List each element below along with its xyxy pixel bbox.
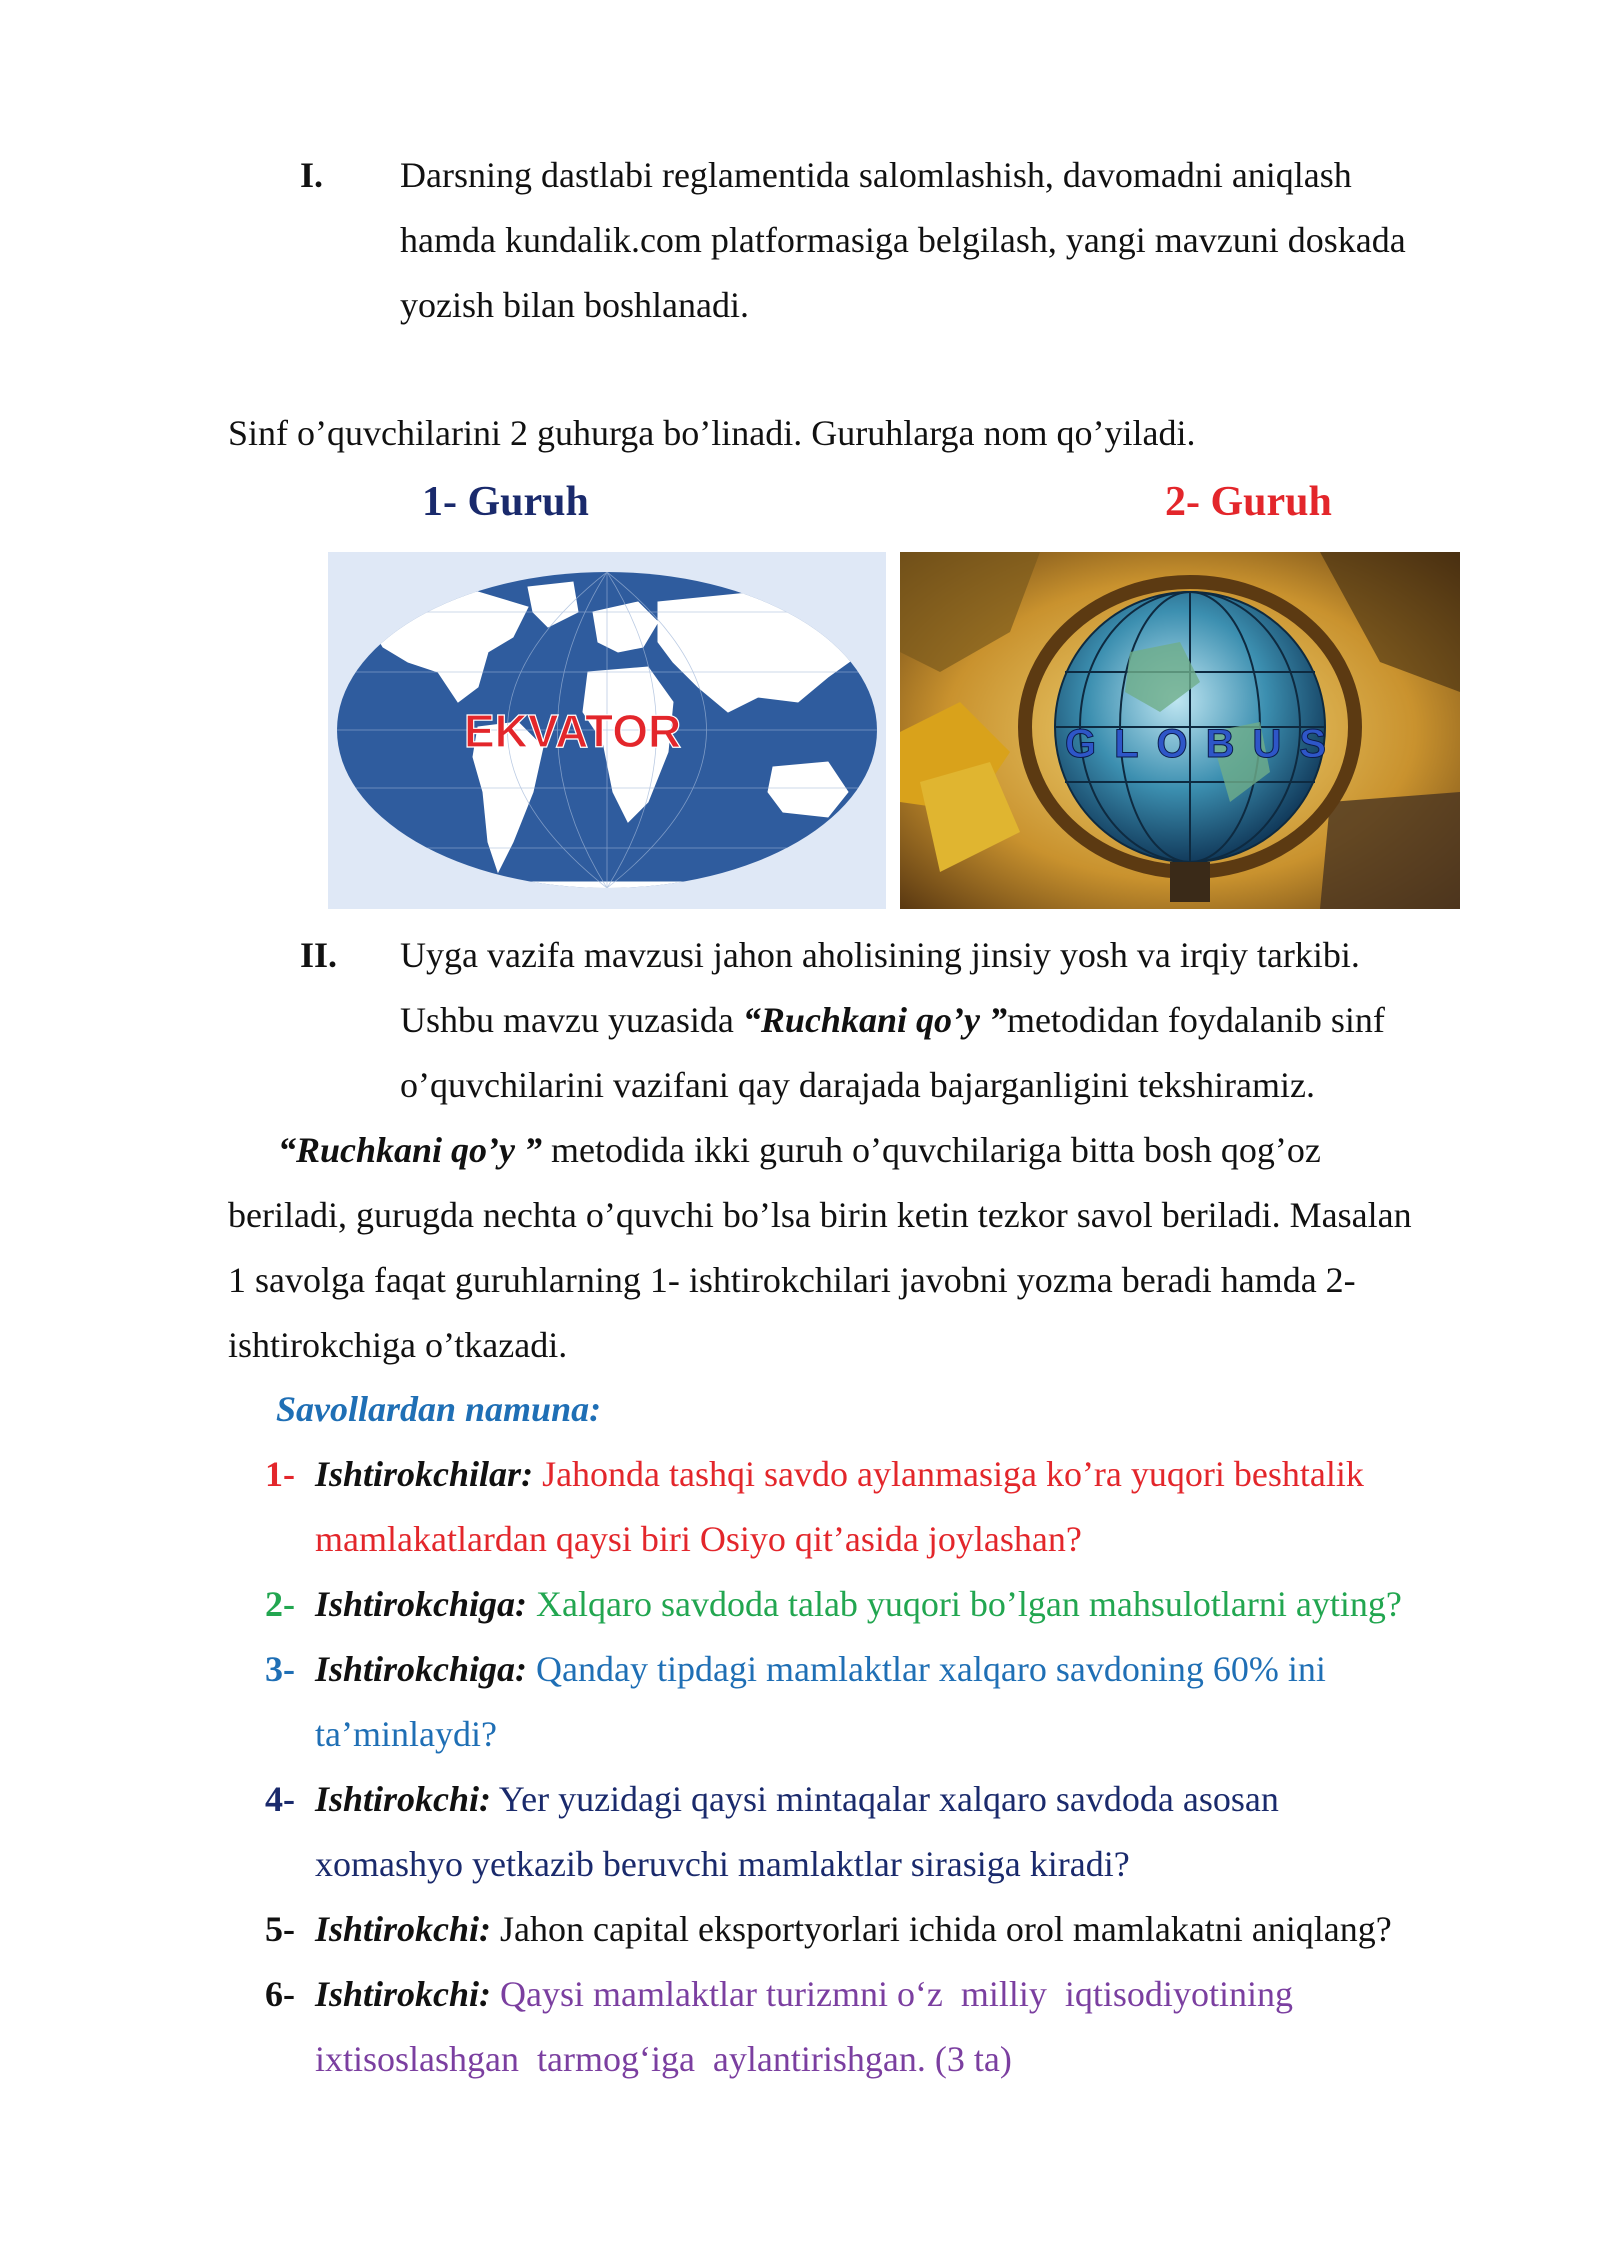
section-2-line-2-post: metodidan foydalanib sinf: [1006, 1000, 1385, 1040]
globe-label-globus: GLOBUS: [1065, 722, 1345, 766]
globe-graphic: [900, 552, 1460, 909]
section-2-text: [400, 923, 1490, 1118]
question-2-line-1: [315, 1572, 1490, 1637]
question-2-text: Xalqaro savdoda talab yuqori bo’lgan mahsulotlarni ayting?: [536, 1584, 1402, 1624]
section-1-line-1: Darsning dastlabi reglamentida salomlashish, davomadni aniqlash: [400, 155, 1352, 195]
question-3-text: Qanday tipdagi mamlaktlar xalqaro savdoning 60% ini: [536, 1649, 1326, 1689]
world-map-graphic: [328, 552, 886, 909]
section-2-line-1: Uyga vazifa mavzusi jahon aholisining jinsiy yosh va irqiy tarkibi.: [400, 935, 1360, 975]
question-6-line-1: [315, 1962, 1490, 2027]
method-line-1: [228, 1118, 1490, 1183]
section-2-method-name: “Ruchkani qo’y ”: [742, 1000, 1007, 1040]
question-3: [265, 1637, 1490, 1767]
intro-paragraph: Sinf o’quvchilarini 2 guhurga bo’linadi. Guruhlarga nom qo’yiladi.: [228, 413, 1196, 453]
question-5: [265, 1897, 1490, 1962]
group-2-label: 2- Guruh: [1165, 479, 1332, 525]
question-3-line-2: ta’minlaydi?: [315, 1714, 497, 1754]
question-2-label: Ishtirokchiga:: [315, 1584, 528, 1624]
question-4-text: Yer yuzidagi qaysi mintaqalar xalqaro savdoda asosan: [498, 1779, 1279, 1819]
section-2-numeral: II.: [300, 935, 338, 975]
method-name: “Ruchkani qo’y ”: [278, 1130, 543, 1170]
question-5-number: 5-: [265, 1909, 295, 1949]
question-6-line-2: ixtisoslashgan tarmog‘iga aylantirishgan. (3 ta): [315, 2039, 1012, 2079]
question-1-line-2: mamlakatlardan qaysi biri Osiyo qit’asida joylashan?: [315, 1519, 1082, 1559]
method-paragraph: [228, 1118, 1490, 1378]
question-1-line-1: [315, 1442, 1490, 1507]
method-line-3: 1 savolga faqat guruhlarning 1- ishtirokchilari javobni yozma beradi hamda 2-: [228, 1260, 1356, 1300]
question-6-number: 6-: [265, 1974, 295, 2014]
question-2-number: 2-: [265, 1584, 295, 1624]
section-2-line-2: [400, 988, 1490, 1053]
question-4-body: [315, 1767, 1490, 1897]
question-3-line-1: [315, 1637, 1490, 1702]
section-1-text: [400, 143, 1490, 338]
section-2-line-2-pre: Ushbu mavzu yuzasida: [400, 1000, 743, 1040]
question-5-label: Ishtirokchi:: [315, 1909, 492, 1949]
question-6-label: Ishtirokchi:: [315, 1974, 492, 2014]
question-4-number: 4-: [265, 1779, 295, 1819]
question-1-label: Ishtirokchilar:: [315, 1454, 534, 1494]
question-1-text: Jahonda tashqi savdo aylanmasiga ko’ra yuqori beshtalik: [542, 1454, 1364, 1494]
question-4: [265, 1767, 1490, 1897]
question-5-line-1: [315, 1897, 1490, 1962]
question-5-body: [315, 1897, 1490, 1962]
question-1: [265, 1442, 1490, 1572]
group-1-label: 1- Guruh: [422, 479, 589, 525]
globe-image: [900, 552, 1460, 909]
world-map-image: [328, 552, 886, 909]
method-line-2: beriladi, gurugda nechta o’quvchi bo’lsa birin ketin tezkor savol beriladi. Masalan: [228, 1195, 1412, 1235]
question-5-text: Jahon capital eksportyorlari ichida orol mamlakatni aniqlang?: [500, 1909, 1392, 1949]
question-3-number: 3-: [265, 1649, 295, 1689]
question-6: [265, 1962, 1490, 2092]
question-3-body: [315, 1637, 1490, 1767]
question-2-body: [315, 1572, 1490, 1637]
method-line-1-rest: metodida ikki guruh o’quvchilariga bitta bosh qog’oz: [542, 1130, 1321, 1170]
question-4-label: Ishtirokchi:: [315, 1779, 492, 1819]
map-label-ekvator: EKVATOR: [464, 705, 682, 757]
section-1-line-2: hamda kundalik.com platformasiga belgilash, yangi mavzuni doskada: [400, 220, 1406, 260]
section-1-numeral: I.: [300, 155, 324, 195]
method-line-4: ishtirokchiga o’tkazadi.: [228, 1325, 568, 1365]
question-1-body: [315, 1442, 1490, 1572]
samples-heading: Savollardan namuna:: [276, 1389, 602, 1429]
section-2-line-3: o’quvchilarini vazifani qay darajada bajarganligini tekshiramiz.: [400, 1065, 1315, 1105]
question-4-line-1: [315, 1767, 1490, 1832]
question-1-number: 1-: [265, 1454, 295, 1494]
question-3-label: Ishtirokchiga:: [315, 1649, 528, 1689]
question-2: [265, 1572, 1490, 1637]
question-6-text: Qaysi mamlaktlar turizmni o‘z milliy iqtisodiyotining: [500, 1974, 1293, 2014]
question-6-body: [315, 1962, 1490, 2092]
question-4-line-2: xomashyo yetkazib beruvchi mamlaktlar sirasiga kiradi?: [315, 1844, 1130, 1884]
section-1-line-3: yozish bilan boshlanadi.: [400, 285, 749, 325]
